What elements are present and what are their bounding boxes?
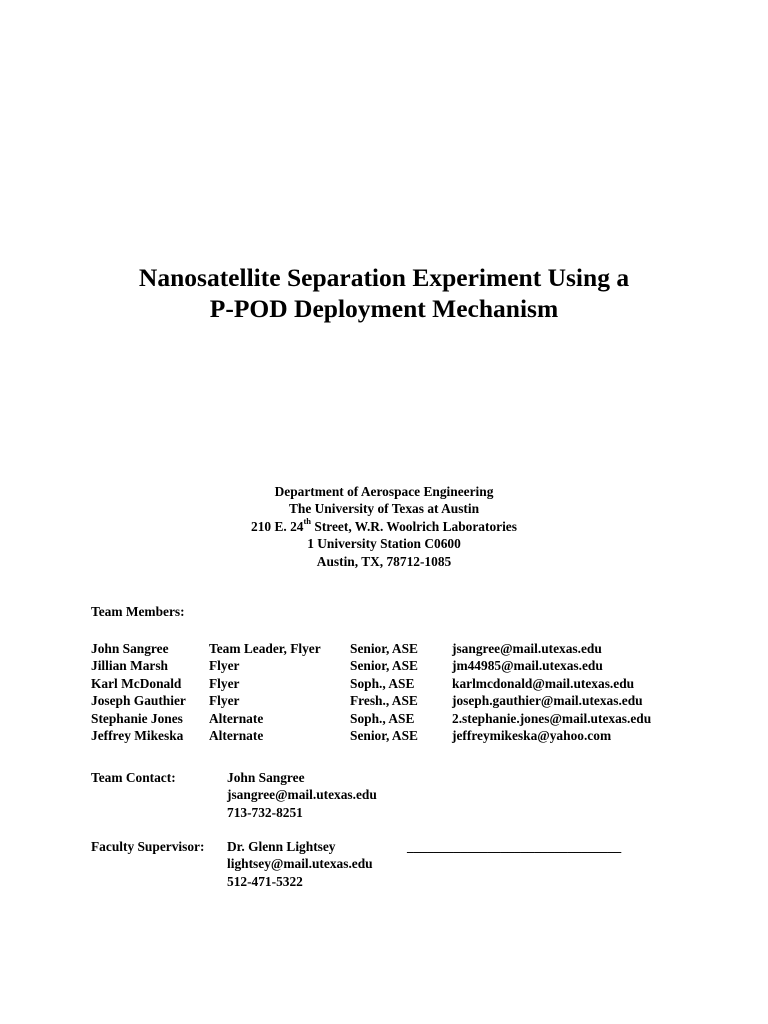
street-rest: Street, W.R. Woolrich Laboratories xyxy=(311,518,517,534)
contact-email: jsangree@mail.utexas.edu xyxy=(227,787,377,803)
member-year: Soph., ASE xyxy=(350,675,415,691)
member-name: Jeffrey Mikeska xyxy=(91,727,184,743)
member-role: Flyer xyxy=(209,675,240,691)
university-name: The University of Texas at Austin xyxy=(288,501,480,517)
university-station: 1 University Station C0600 xyxy=(307,536,461,552)
member-role: Flyer xyxy=(209,693,240,709)
member-year: Senior, ASE xyxy=(350,658,418,674)
member-email: jsangree@mail.utexas.edu xyxy=(452,641,602,656)
faculty-supervisor-label: Faculty Supervisor: xyxy=(91,839,205,854)
member-name: Joseph Gauthier xyxy=(91,693,186,709)
member-year: Senior, ASE xyxy=(350,641,418,656)
member-role: Team Leader, Flyer xyxy=(209,641,321,656)
member-year: Senior, ASE xyxy=(350,727,418,743)
member-email: 2.stephanie.jones@mail.utexas.edu xyxy=(452,710,652,726)
member-name: Karl McDonald xyxy=(91,675,182,691)
member-email: jm44985@mail.utexas.edu xyxy=(452,658,603,674)
document-title xyxy=(0,262,768,324)
member-name: Jillian Marsh xyxy=(91,658,169,674)
street-number: 210 E. 24 xyxy=(251,518,304,534)
supervisor-name: Dr. Glenn Lightsey xyxy=(227,839,336,854)
team-contact-details xyxy=(227,769,377,821)
supervisor-email: lightsey@mail.utexas.edu xyxy=(227,856,373,872)
title-line-2: P-POD Deployment Mechanism xyxy=(209,294,559,323)
contact-name: John Sangree xyxy=(227,770,305,785)
team-members-label: Team Members: xyxy=(91,604,185,619)
department-name: Department of Aerospace Engineering xyxy=(274,484,494,499)
member-email: karlmcdonald@mail.utexas.edu xyxy=(452,675,635,691)
signature-line: ________________________________ xyxy=(407,839,622,854)
member-year: Fresh., ASE xyxy=(350,693,418,709)
member-role: Alternate xyxy=(209,727,264,743)
member-role: Flyer xyxy=(209,658,240,674)
street-suffix: th xyxy=(303,516,312,527)
contact-phone: 713-732-8251 xyxy=(227,804,303,820)
member-email: jeffreymikeska@yahoo.com xyxy=(452,727,612,743)
team-contact-label: Team Contact: xyxy=(91,770,176,785)
member-role: Alternate xyxy=(209,710,264,726)
member-year: Soph., ASE xyxy=(350,710,415,726)
street-address xyxy=(0,518,768,535)
title-line-1: Nanosatellite Separation Experiment Using a xyxy=(138,263,630,292)
department-address xyxy=(0,483,768,570)
member-name: Stephanie Jones xyxy=(91,710,183,726)
faculty-supervisor-details xyxy=(227,838,373,890)
supervisor-phone: 512-471-5322 xyxy=(227,873,303,889)
member-name: John Sangree xyxy=(91,641,169,656)
city-state-zip: Austin, TX, 78712-1085 xyxy=(316,553,452,569)
member-email: joseph.gauthier@mail.utexas.edu xyxy=(452,693,643,709)
